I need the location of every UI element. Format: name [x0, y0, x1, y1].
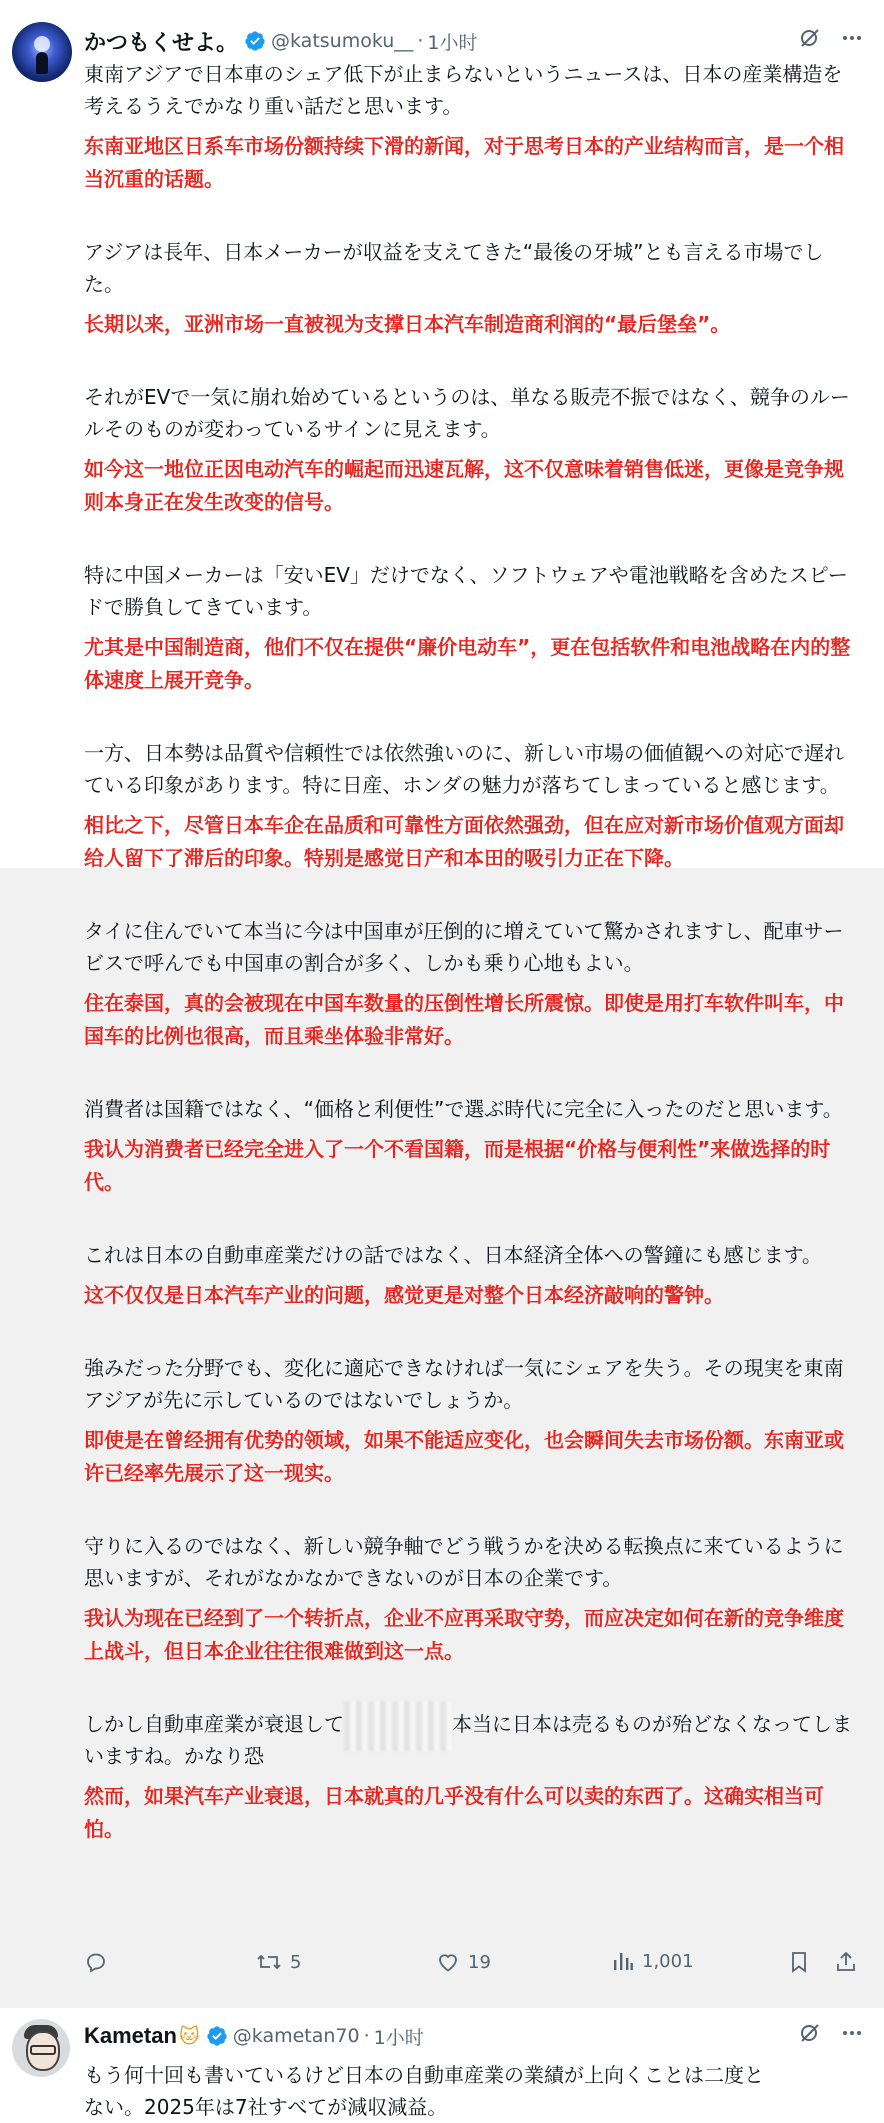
chinese-translation: 长期以来，亚洲市场一直被视为支撑日本汽车制造商利润的“最后堡垒”。	[84, 312, 731, 336]
bookmark-icon	[788, 1950, 810, 1974]
japanese-text: 特に中国メーカーは「安いEV」だけでなく、ソフトウェアや電池戦略を含めたスピードで勝負してきています。	[84, 563, 848, 619]
paragraph	[84, 559, 854, 697]
views-chart-icon	[612, 1950, 634, 1972]
user-handle[interactable]: @kametan70	[232, 2025, 360, 2047]
paragraph	[84, 737, 854, 875]
avatar-glasses	[30, 2045, 56, 2055]
post-divider	[0, 2004, 884, 2005]
chinese-translation: 这不仅仅是日本汽车产业的问题，感觉更是对整个日本经济敲响的警钟。	[84, 1283, 724, 1307]
chinese-translation: 我认为消费者已经完全进入了一个不看国籍，而是根据“价格与便利性”来做选择的时代。	[84, 1137, 831, 1194]
paragraph	[84, 1530, 854, 1668]
japanese-text: これは日本の自動車産業だけの話ではなく、日本経済全体への警鐘にも感じます。	[84, 1243, 822, 1267]
header-actions	[798, 2021, 864, 2045]
chinese-translation: 相比之下，尽管日本车企在品质和可靠性方面依然强劲，但在应对新市场价值观方面却给人留下了滞后的印象。特别是感觉日产和本田的吸引力正在下降。	[84, 813, 844, 870]
cat-emoji-icon: 🐱	[178, 2024, 200, 2048]
paragraph	[84, 1708, 854, 1846]
views-button[interactable]	[612, 1950, 694, 1972]
blurred-region	[344, 1701, 452, 1751]
retweet-button[interactable]	[256, 1950, 301, 1974]
paragraph	[84, 1093, 854, 1199]
grok-icon[interactable]	[798, 26, 822, 50]
tweet-body	[84, 58, 854, 1846]
tweet-header	[84, 26, 477, 56]
paragraph	[84, 381, 854, 519]
japanese-text: 強みだった分野でも、変化に適応できなければ一気にシェアを失う。その現実を東南アジアが先に示しているのではないでしょうか。	[84, 1356, 844, 1412]
user-handle[interactable]: @katsumoku__	[271, 30, 414, 52]
like-button[interactable]	[436, 1950, 491, 1974]
japanese-text: タイに住んでいて本当に今は中国車が圧倒的に増えていて驚かされますし、配車サービスで呼んでも中国車の割合が多く、しかも乗り心地もよい。	[84, 919, 844, 975]
tweet-body	[84, 2059, 854, 2123]
chinese-translation: 我认为现在已经到了一个转折点，企业不应再采取守势，而应决定如何在新的竞争维度上战斗，但日本企业往往很难做到这一点。	[84, 1606, 844, 1663]
paragraph	[84, 236, 854, 341]
paragraph	[84, 915, 854, 1053]
reply-button[interactable]	[84, 1950, 116, 1974]
display-name[interactable]: Kametan	[84, 2023, 177, 2048]
tweet-actions	[84, 1950, 870, 1984]
chinese-translation: 即使是在曾经拥有优势的领域，如果不能适应变化，也会瞬间失去市场份额。东南亚或许已经率先展示了这一现实。	[84, 1428, 844, 1485]
verified-badge-icon	[244, 30, 266, 52]
retweet-count: 5	[290, 1951, 302, 1973]
header-actions	[798, 26, 864, 50]
chinese-translation: 尤其是中国制造商，他们不仅在提供“廉价电动车”，更在包括软件和电池战略在内的整体速度上展开竞争。	[84, 635, 851, 692]
avatar[interactable]	[12, 22, 72, 82]
japanese-text	[84, 1708, 854, 1772]
timestamp[interactable]: 1小时	[373, 2026, 424, 2049]
japanese-text: 一方、日本勢は品質や信頼性では依然強いのに、新しい市場の価値観への対応で遅れている印象があります。特に日産、ホンダの魅力が落ちてしまっていると感じます。	[84, 741, 844, 797]
paragraph	[84, 58, 854, 196]
bookmark-button[interactable]	[788, 1950, 810, 1974]
heart-icon	[436, 1950, 460, 1974]
verified-badge-icon	[206, 2025, 228, 2047]
japanese-text: 東南アジアで日本車のシェア低下が止まらないというニュースは、日本の産業構造を考えるうえでかなり重い話だと思います。	[84, 62, 843, 118]
like-count: 19	[468, 1951, 491, 1973]
avatar-figure	[36, 52, 48, 74]
tweet-text-line: もう何十回も書いているけど日本の自動車産業の業績が上向くことは二度と	[84, 2063, 764, 2087]
more-options-icon[interactable]	[840, 2021, 864, 2045]
chinese-translation: 然而，如果汽车产业衰退，日本就真的几乎没有什么可以卖的东西了。这确实相当可怕。	[84, 1784, 824, 1841]
separator-dot: ·	[363, 2025, 370, 2047]
grok-icon[interactable]	[798, 2021, 822, 2045]
timestamp[interactable]: 1小时	[427, 31, 478, 54]
japanese-text: 消費者は国籍ではなく、“価格と利便性”で選ぶ時代に完全に入ったのだと思います。	[84, 1097, 843, 1121]
more-options-icon[interactable]	[840, 26, 864, 50]
share-button[interactable]	[834, 1950, 858, 1974]
retweet-icon	[256, 1950, 282, 1974]
share-icon	[834, 1950, 858, 1974]
paragraph	[84, 1239, 854, 1312]
tweet-text-line: ない。2025年は7社すべてが減収減益。	[84, 2095, 448, 2119]
paragraph	[84, 1352, 854, 1490]
japanese-text-part: 本当に日本は売るものが殆どなくなってしまいますね。かなり恐	[84, 1712, 852, 1768]
separator-dot: ·	[417, 30, 424, 52]
japanese-text: 守りに入るのではなく、新しい競争軸でどう戦うかを決める転換点に来ているように思いますが、それがなかなかできないのが日本の企業です。	[84, 1534, 844, 1590]
reply-icon	[84, 1950, 108, 1974]
chinese-translation: 住在泰国，真的会被现在中国车数量的压倒性增长所震惊。即使是用打车软件叫车，中国车的比例也很高，而且乘坐体验非常好。	[84, 991, 844, 1048]
japanese-text-part: しかし自動車産業が衰退して	[84, 1712, 344, 1736]
japanese-text: それがEVで一気に崩れ始めているというのは、単なる販売不振ではなく、競争のルールそのものが変わっているサインに見えます。	[84, 385, 850, 441]
chinese-translation: 如今这一地位正因电动汽车的崛起而迅速瓦解，这不仅意味着销售低迷，更像是竞争规则本身正在发生改变的信号。	[84, 457, 844, 514]
japanese-text: アジアは長年、日本メーカーが収益を支えてきた“最後の牙城”とも言える市場でした。	[84, 240, 824, 296]
tweet-header	[84, 2021, 424, 2051]
view-count: 1,001	[642, 1950, 694, 1972]
chinese-translation: 东南亚地区日系车市场份额持续下滑的新闻，对于思考日本的产业结构而言，是一个相当沉重的话题。	[84, 134, 844, 191]
avatar-light	[34, 36, 50, 52]
display-name[interactable]: かつもくせよ。	[84, 29, 239, 55]
avatar[interactable]	[12, 2019, 70, 2077]
